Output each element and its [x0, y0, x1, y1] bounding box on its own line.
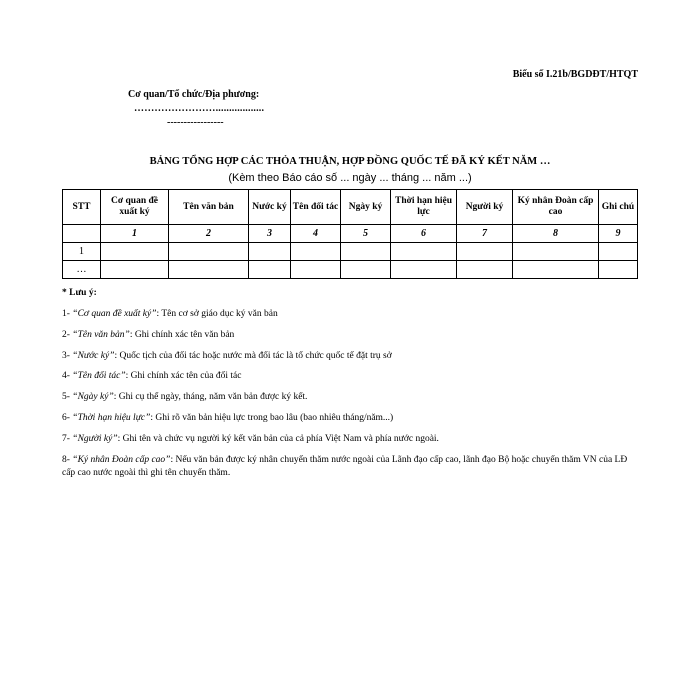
col-header-proposing-agency: Cơ quan đề xuất ký	[101, 190, 169, 225]
col-header-validity-period: Thời hạn hiệu lực	[391, 190, 457, 225]
table-cell	[391, 261, 457, 279]
note-item	[62, 350, 637, 363]
table-cell	[341, 261, 391, 279]
table-cell	[101, 261, 169, 279]
col-header-partner-name: Tên đối tác	[291, 190, 341, 225]
note-text: : Ghi rõ văn bản hiệu lực trong bao lâu (bao nhiêu tháng/năm...)	[150, 413, 394, 424]
column-number: 7	[457, 225, 513, 243]
table-cell	[169, 261, 249, 279]
note-item	[62, 370, 637, 383]
table-cell	[599, 261, 638, 279]
table-cell	[457, 261, 513, 279]
document-title: BẢNG TỔNG HỢP CÁC THỎA THUẬN, HỢP ĐỒNG QUỐC TẾ ĐÃ KÝ KẾT NĂM …	[149, 156, 551, 167]
col-header-notes: Ghi chú	[599, 190, 638, 225]
table-cell	[599, 243, 638, 261]
col-header-stt: STT	[63, 190, 101, 225]
col-header-signer: Người ký	[457, 190, 513, 225]
note-term: “Ngày ký”	[72, 392, 114, 403]
note-text: : Ghi tên và chức vụ người ký kết văn bản của cả phía Việt Nam và phía nước ngoài.	[117, 433, 439, 444]
column-number-row	[63, 225, 638, 243]
document-subtitle: (Kèm theo Báo cáo số ... ngày ... tháng ... năm ...)	[228, 172, 472, 184]
note-number: 8-	[62, 454, 73, 465]
table-cell	[291, 243, 341, 261]
notes-heading: * Lưu ý:	[62, 288, 97, 298]
note-term: “Tên văn bản”	[72, 329, 130, 340]
note-number: 3-	[62, 350, 73, 361]
note-item	[62, 391, 637, 404]
note-term: “Tên đối tác”	[72, 371, 126, 382]
agreements-table	[62, 189, 638, 279]
note-item	[62, 308, 637, 321]
table-cell	[291, 261, 341, 279]
note-number: 4-	[62, 371, 73, 382]
note-number: 5-	[62, 392, 73, 403]
table-cell	[101, 243, 169, 261]
note-text: : Ghi cụ thể ngày, tháng, năm văn bản được ký kết.	[113, 392, 308, 403]
note-text: : Quốc tịch của đối tác hoặc nước mà đối tác là tổ chức quốc tế đặt trụ sở	[114, 350, 392, 361]
row-index: 1	[63, 243, 101, 261]
col-header-document-name: Tên văn bản	[169, 190, 249, 225]
table-cell	[169, 243, 249, 261]
note-term: “Người ký”	[72, 433, 118, 444]
note-number: 1-	[62, 309, 73, 319]
org-divider: -----------------	[167, 117, 224, 128]
col-header-signing-country: Nước ký	[249, 190, 291, 225]
note-number: 7-	[62, 433, 73, 444]
table-cell	[513, 243, 599, 261]
note-text: : Nếu văn bản được ký nhân chuyến thăm nước ngoài của Lãnh đạo cấp cao, lãnh đạo Bộ hoặc chuyến thăm VN của LĐ cấp cao nước ngoài thì ghi tên chuyến thăm.	[62, 454, 628, 478]
table-row	[63, 243, 638, 261]
column-number: 3	[249, 225, 291, 243]
note-number: 6-	[62, 413, 73, 424]
col-header-high-level-delegation: Ký nhân Đoàn cấp cao	[513, 190, 599, 225]
note-item	[62, 329, 637, 342]
table-cell	[457, 243, 513, 261]
column-number: 2	[169, 225, 249, 243]
note-text: : Ghi chính xác tên văn bản	[129, 329, 235, 340]
table-cell	[249, 243, 291, 261]
note-text: : Tên cơ sở giáo dục ký văn bản	[156, 309, 278, 319]
row-index: …	[63, 261, 101, 279]
column-number: 6	[391, 225, 457, 243]
col-header-signing-date: Ngày ký	[341, 190, 391, 225]
column-number: 4	[291, 225, 341, 243]
table-cell	[249, 261, 291, 279]
table-cell	[513, 261, 599, 279]
note-item	[62, 412, 637, 425]
note-term: “Ký nhân Đoàn cấp cao”	[72, 454, 171, 465]
table-row	[63, 261, 638, 279]
note-item	[62, 433, 637, 446]
notes-section	[62, 288, 637, 487]
note-term: “Thời hạn hiệu lực”	[72, 413, 151, 424]
org-label: Cơ quan/Tổ chức/Địa phương:	[128, 89, 260, 100]
note-term: “Nước ký”	[72, 350, 115, 361]
note-text: : Ghi chính xác tên của đối tác	[125, 371, 242, 382]
org-name-placeholder: ……………………..................	[134, 103, 265, 114]
column-number	[63, 225, 101, 243]
note-number: 2-	[62, 329, 73, 340]
column-number: 5	[341, 225, 391, 243]
note-term: “Cơ quan đề xuất ký”	[72, 309, 157, 319]
table-header-row	[63, 190, 638, 225]
table-cell	[391, 243, 457, 261]
form-code: Biểu số I.21b/BGDĐT/HTQT	[512, 69, 638, 80]
note-item	[62, 454, 637, 480]
column-number: 8	[513, 225, 599, 243]
column-number: 9	[599, 225, 638, 243]
table-cell	[341, 243, 391, 261]
column-number: 1	[101, 225, 169, 243]
